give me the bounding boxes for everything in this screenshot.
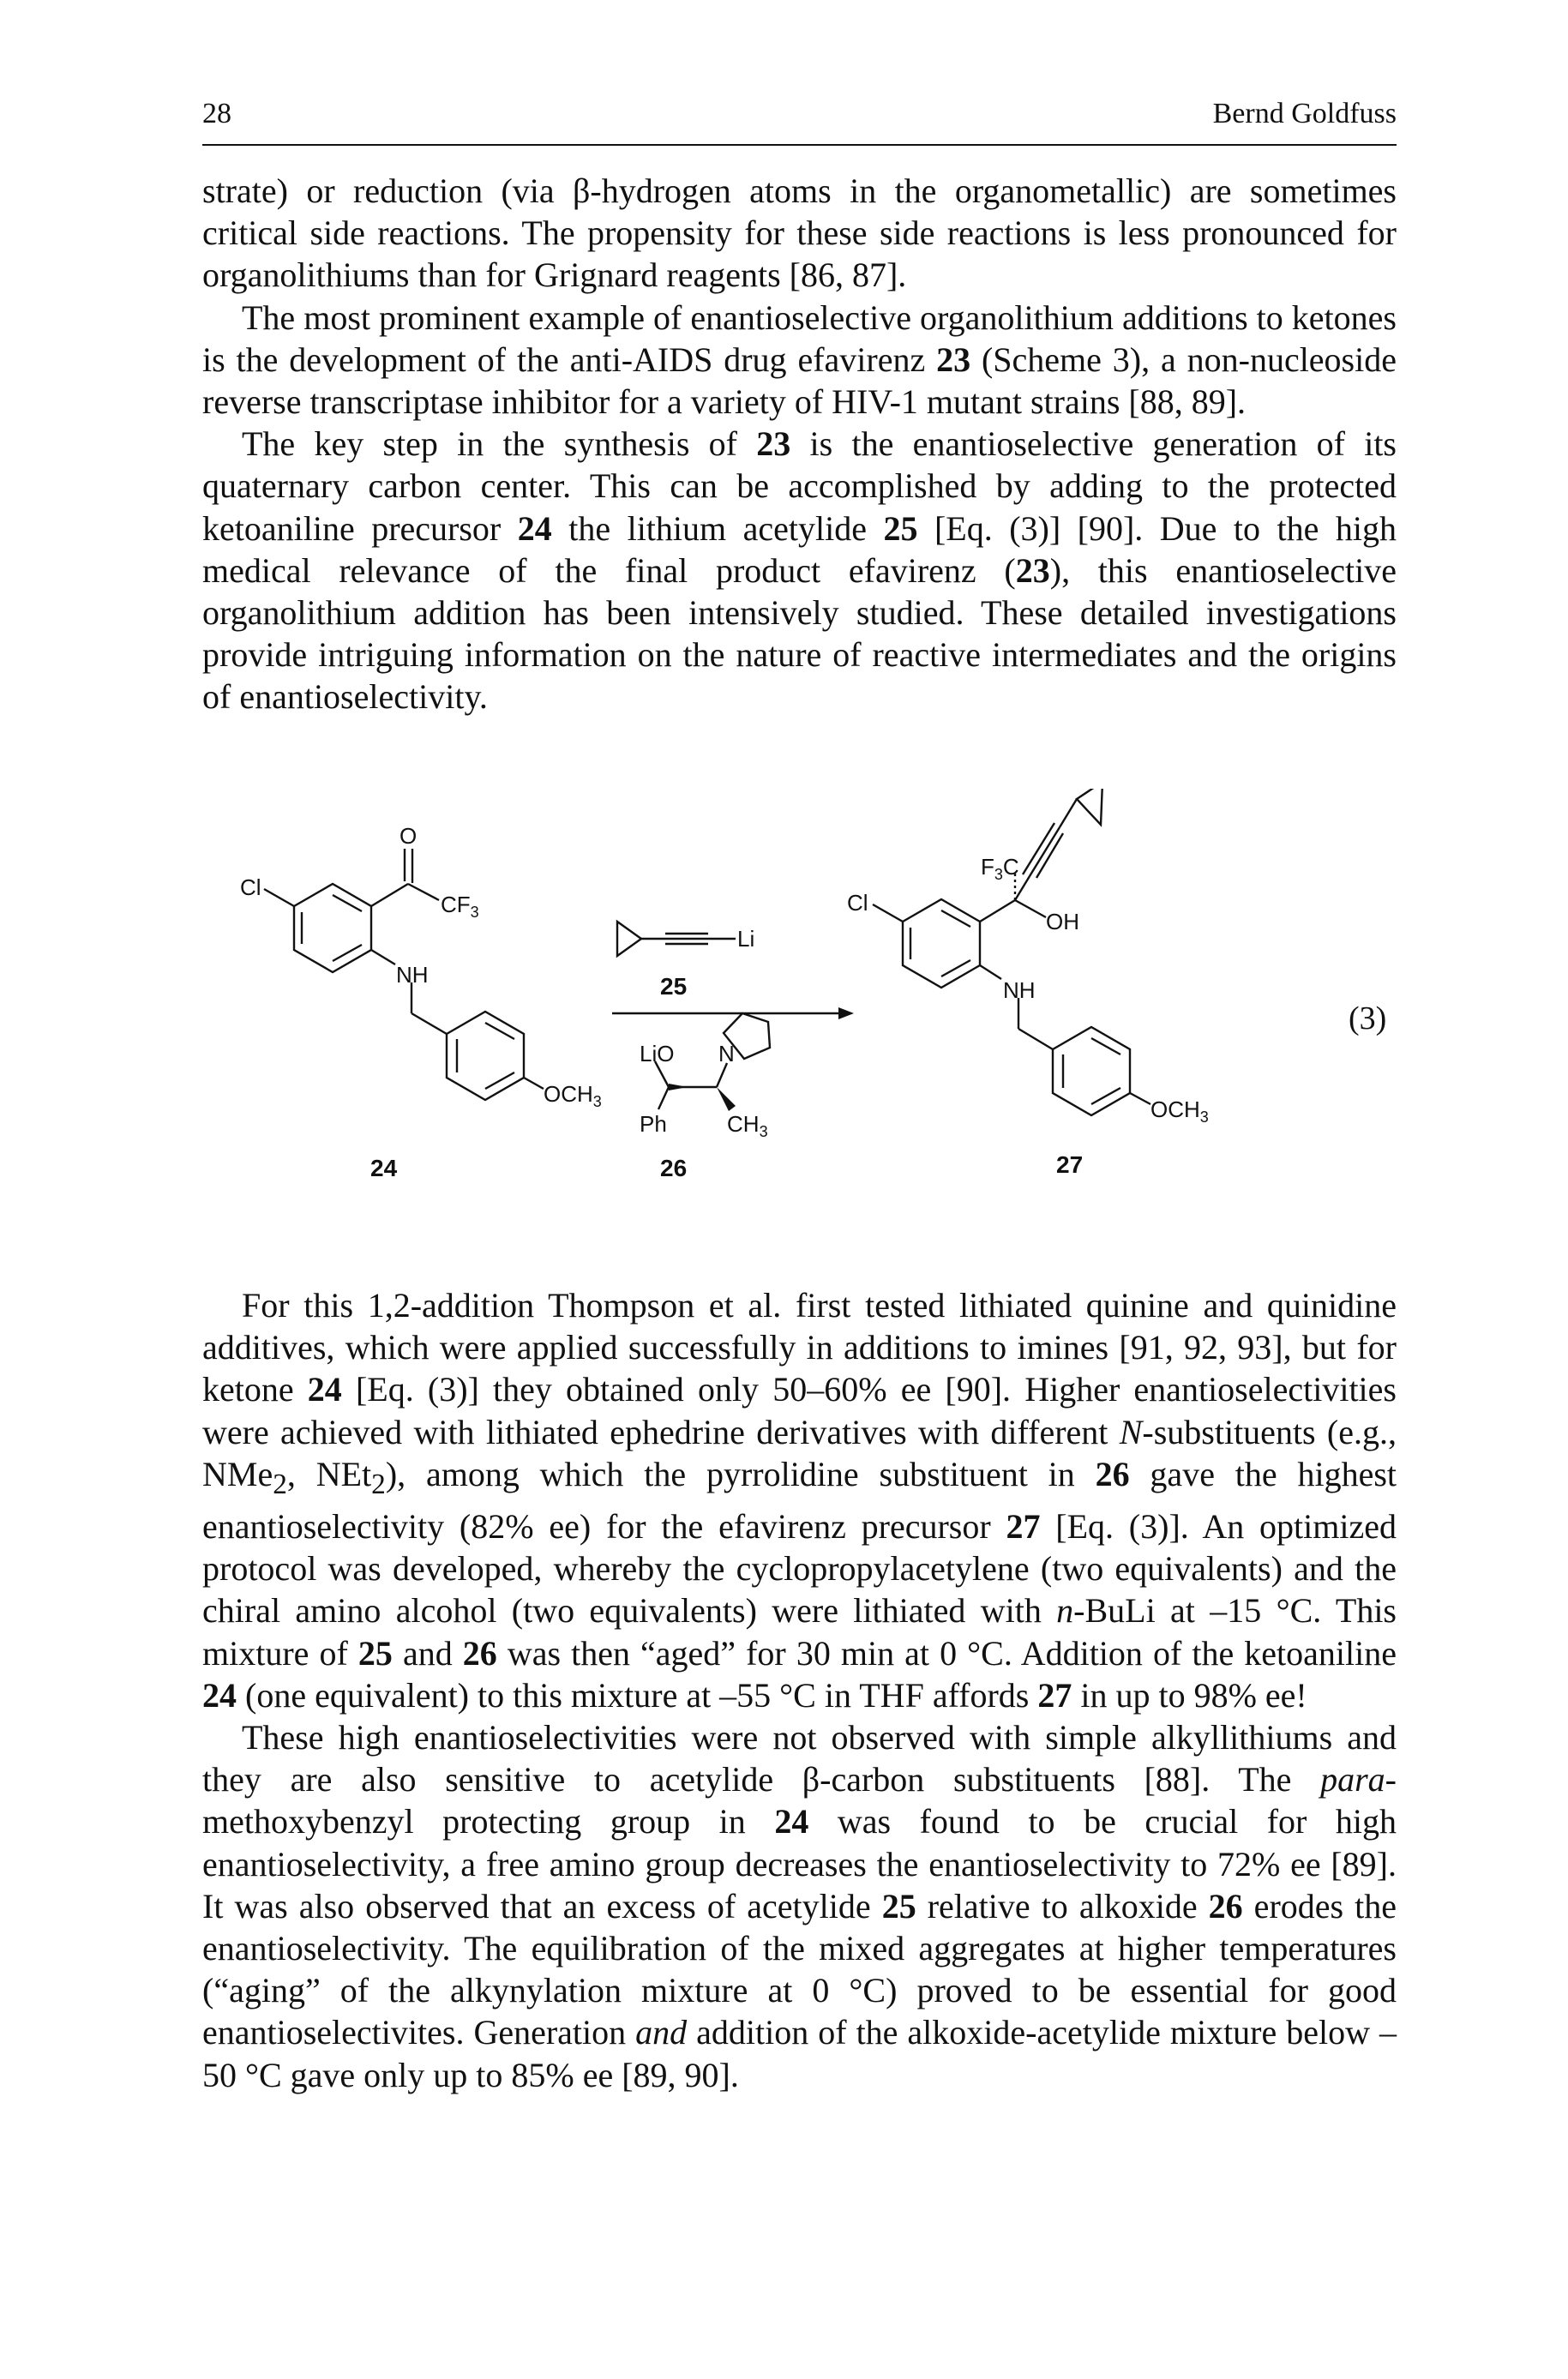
label-lio-26: LiO [640, 1041, 675, 1066]
text-block-top [202, 170, 1397, 718]
label-cl-27: Cl [847, 890, 868, 916]
label-ph-26: Ph [640, 1111, 667, 1137]
ring-25 [617, 922, 641, 956]
label-o-24: O [400, 823, 418, 849]
reaction-scheme [202, 789, 1397, 1269]
paragraph-4: For this 1,2-addition Thompson et al. first tested lithiated quinine and quinidine additives, which were applied successfully in additions to imines [91, 92, 93], but for ketone 24 [Eq. (3)] they obtained only 50–60% ee [90]. Higher enantioselectivities were achieved with lithiated ephedrine derivatives with different N-substituents (e.g., NMe$_2$, NEt$_2$), among which the pyrrolidine substituent in 26 gave the highest enantioselectivity (82% ee) for the efavirenz precursor 27 [Eq. (3)]. An optimized protocol was developed, whereby the cyclopropylacetylene (two equivalents) and the chiral amino alcohol (two equivalents) were lithiated with n-BuLi at –15 °C. This mixture of 25 and 26 was then “aged” for 30 min at 0 °C. Addition of the ketoaniline 24 (one equivalent) to this mixture at –55 °C in THF affords 27 in up to 98% ee! [202, 1286, 1397, 1715]
page-number: 28 [202, 98, 231, 129]
label-och3-27: $OCH_3$ [1150, 1096, 1209, 1126]
running-author: Bernd Goldfuss [1212, 98, 1397, 129]
text-block-bottom [202, 1284, 1397, 2096]
label-li-25: Li [737, 926, 755, 952]
label-nh-27: NH [1003, 977, 1036, 1003]
page-header [202, 91, 1397, 146]
scheme-svg [202, 789, 1397, 1269]
compound-number-27: 27 [1056, 1151, 1084, 1178]
ring-27b [1053, 1027, 1130, 1115]
ring-27 [903, 899, 980, 988]
compound-number-25: 25 [660, 973, 688, 1000]
label-cf3-24: $CF_3$ [441, 892, 479, 921]
paragraph-1: strate) or reduction (via β-hydrogen atoms in the organometallic) are sometimes critical side reactions. The propensity for these side reactions is less pronounced for organolithiums than for Grignard reagents [86, 87]. [202, 171, 1397, 295]
compound-number-26: 26 [660, 1155, 688, 1181]
paragraph-5: These high enantioselectivities were not observed with simple alkyllithiums and they are also sensitive to acetylide β-carbon substituents [88]. The para-methoxybenzyl protecting group in 24 was found to be crucial for high enantioselectivity, a free amino group decreases the enantioselectivity to 72% ee [89]. It was also observed that an excess of acetylide 25 relative to alkoxide 26 erodes the enantioselectivity. The equilibration of the mixed aggregates at higher temperatures (“aging” of the alkynylation mixture at 0 °C) proved to be essential for good enantioselectivites. Generation and addition of the alkoxide-acetylide mixture below –50 °C gave only up to 85% ee [89, 90]. [202, 1718, 1397, 2094]
ring-24 [294, 884, 371, 972]
cyclopropyl-27 [1077, 789, 1102, 825]
label-cl-24: Cl [240, 874, 261, 900]
label-oh-27: OH [1046, 909, 1079, 934]
paragraph-3: The key step in the synthesis of 23 is the enantioselective generation of its quaternary carbon center. This can be accomplished by adding to the protected ketoaniline precursor 24 the lithium acetylide 25 [Eq. (3)] [90]. Due to the high medical relevance of the final product efavirenz (23), this enantioselective organolithium addition has been intensively studied. These detailed investigations provide intriguing information on the nature of reactive intermediates and the origins of enantioselectivity. [202, 424, 1397, 717]
label-f3c-27: $F_3C$ [981, 854, 1019, 883]
equation-label: (3) [1349, 1000, 1387, 1036]
label-ch3-26: $CH_3$ [727, 1111, 768, 1140]
ring-24b [447, 1012, 524, 1100]
label-nh-24: NH [396, 962, 429, 988]
compound-number-24: 24 [370, 1155, 398, 1181]
label-och3-24: $OCH_3$ [544, 1081, 602, 1110]
paragraph-2: The most prominent example of enantioselective organolithium additions to ketones is the development of the anti-AIDS drug efavirenz 23 (Scheme 3), a non-nucleoside reverse transcriptase inhibitor for a variety of HIV-1 mutant strains [88, 89]. [202, 297, 1397, 422]
label-n-26: N [718, 1041, 735, 1066]
